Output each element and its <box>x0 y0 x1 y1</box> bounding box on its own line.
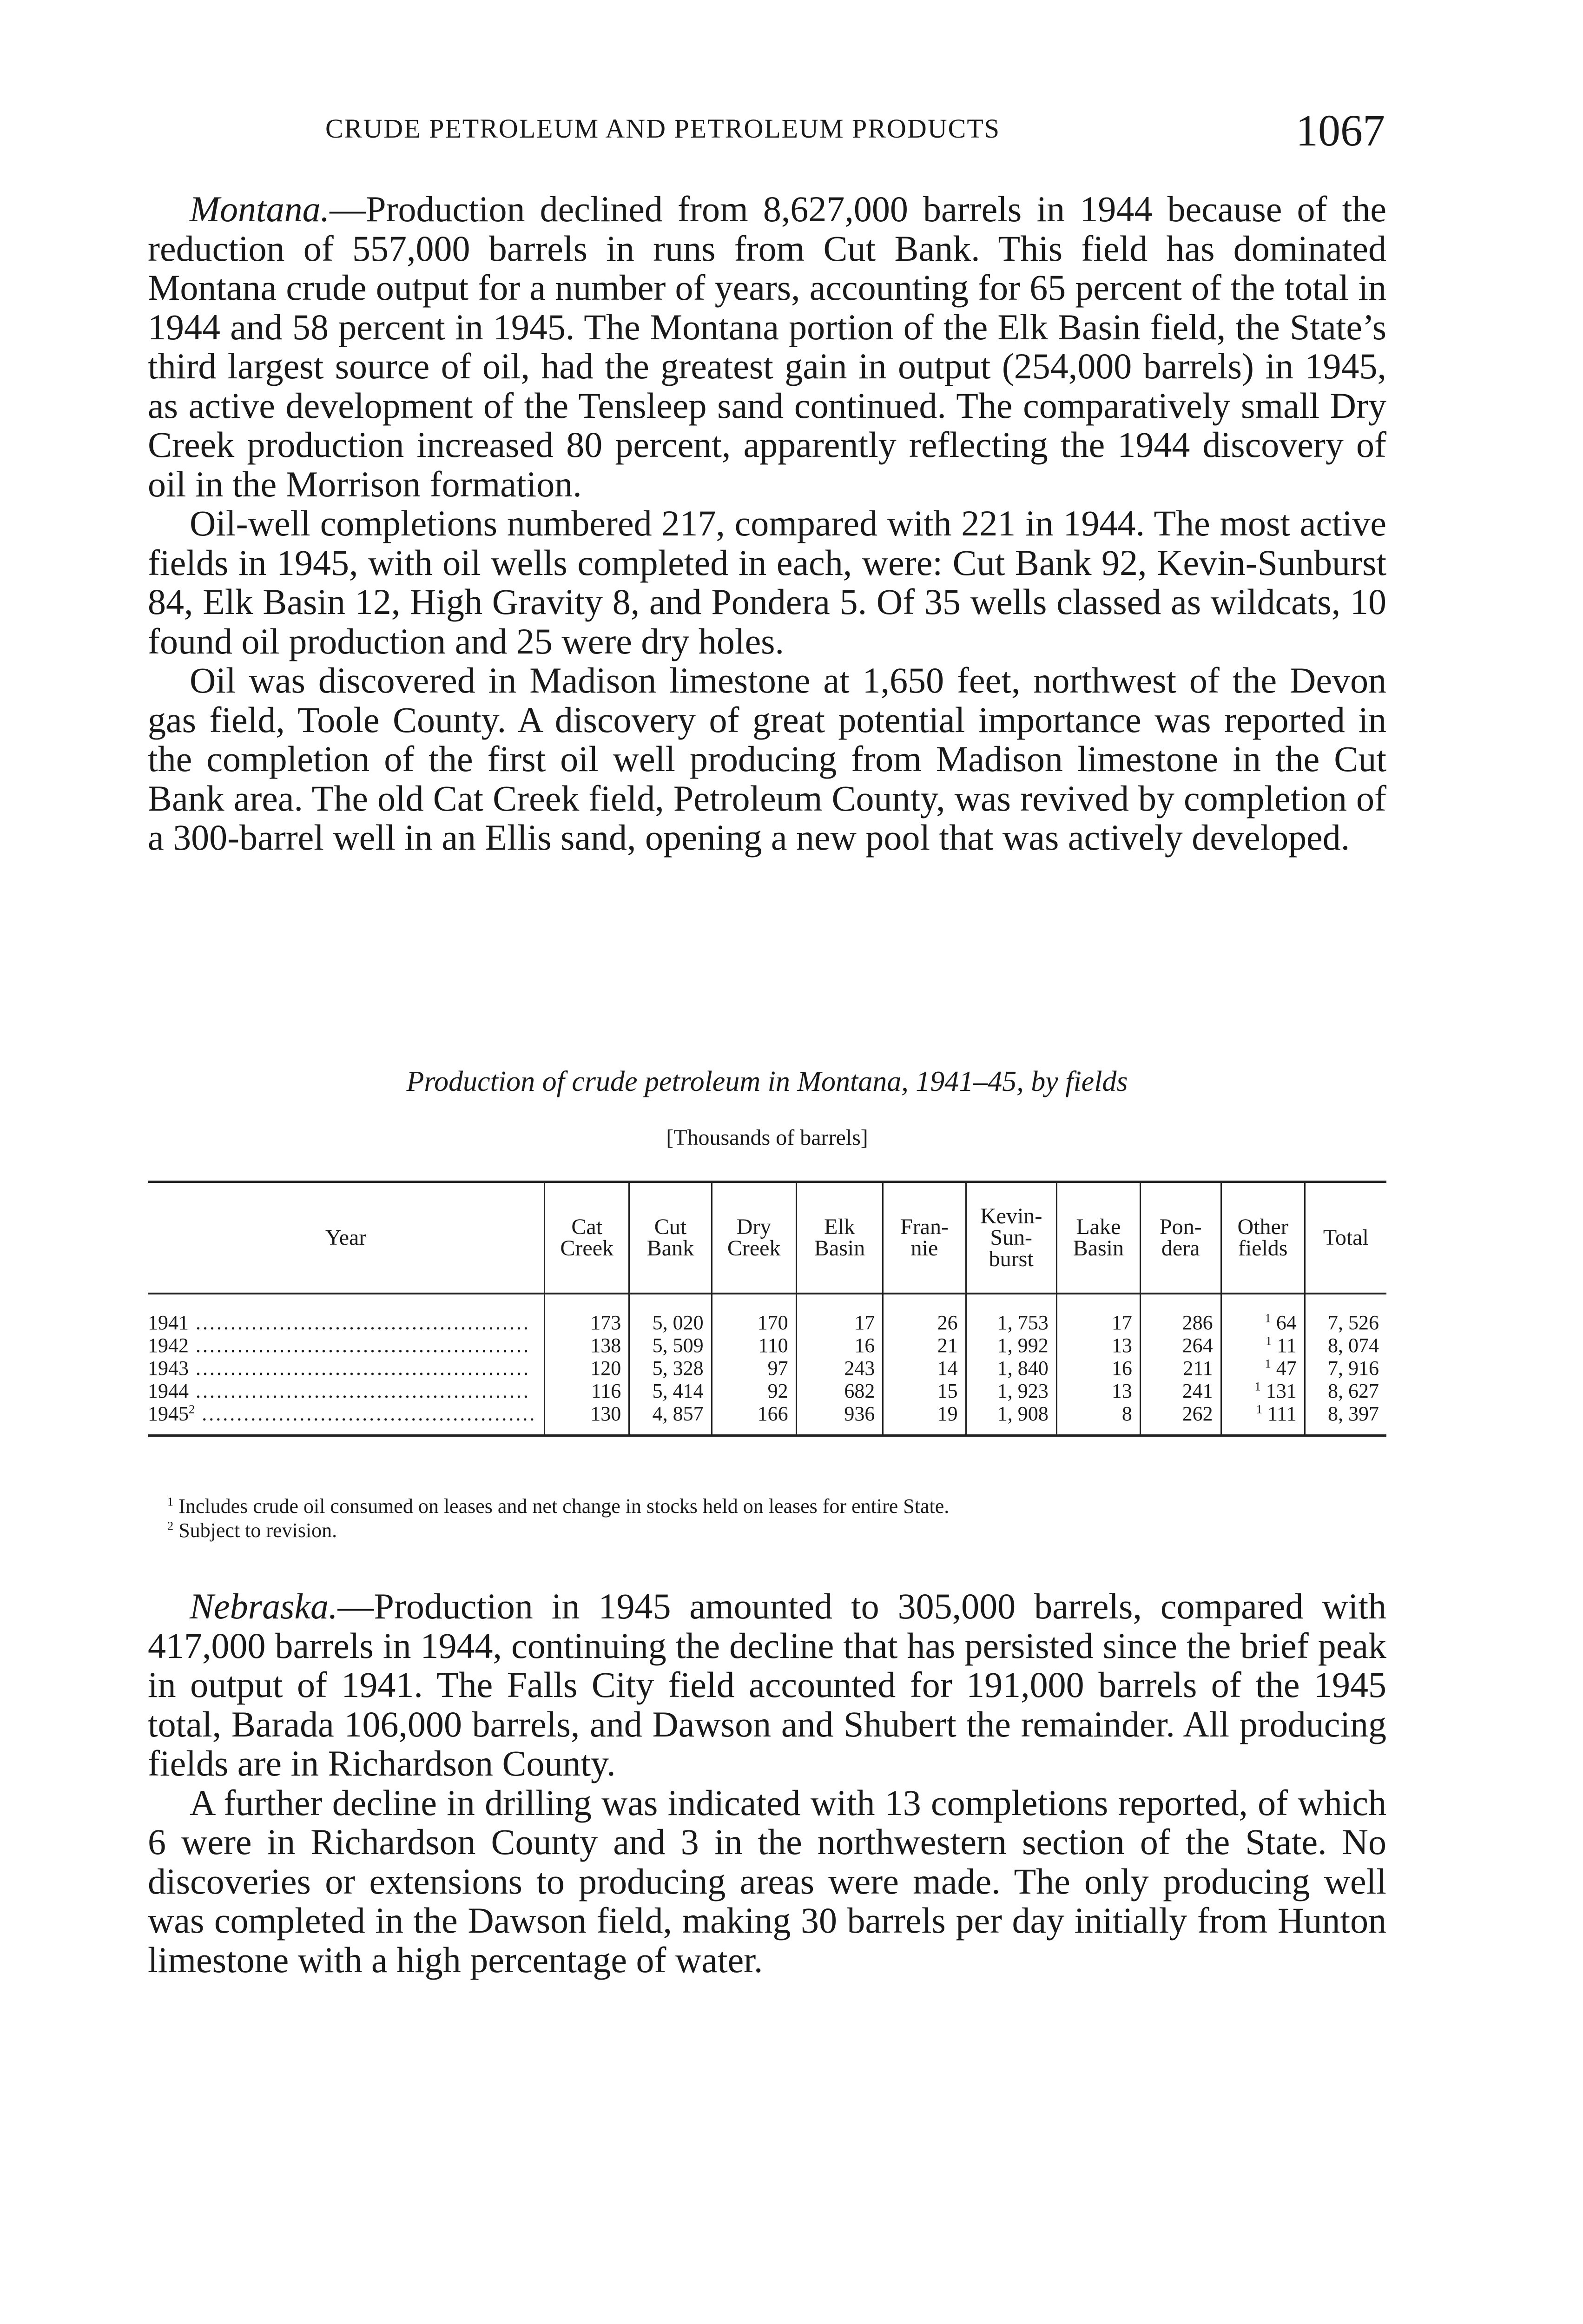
value-cell: 682 <box>796 1380 883 1402</box>
value-cell: 16 <box>1056 1357 1140 1380</box>
value-cell: 1, 840 <box>966 1357 1056 1380</box>
value-cell: 130 <box>545 1402 629 1436</box>
table-header-row <box>148 1182 1386 1294</box>
value-cell: 241 <box>1140 1380 1221 1402</box>
value-cell: 1, 923 <box>966 1380 1056 1402</box>
year-cell: 1943 ..... <box>148 1357 545 1380</box>
value-cell: 4, 857 <box>629 1402 712 1436</box>
table-row <box>148 1380 1386 1402</box>
value-cell: 21 <box>883 1334 966 1357</box>
value-cell: 120 <box>545 1357 629 1380</box>
value-cell: 17 <box>796 1294 883 1334</box>
value-cell: 16 <box>796 1334 883 1357</box>
year-cell: 1945$^2$ ..... <box>148 1402 545 1436</box>
value-cell: 1, 992 <box>966 1334 1056 1357</box>
value-cell: 15 <box>883 1380 966 1402</box>
table-footnotes <box>167 1494 1376 1543</box>
col-header: Year <box>148 1182 545 1294</box>
page-header <box>149 105 1385 156</box>
nebraska-p1-text: —Production in 1945 amounted to 305,000 barrels, compared with 417,000 barrels in 1944, continuing the decline that has persisted since the brief peak in output of 1941. The Falls City field accounted for 191,000 barrels of the 1945 total, Barada 106,000 barrels, and Dawson and Shubert the remainder. All producing fields are in Richardson County. <box>148 1586 1386 1783</box>
year-cell: 1941 ..... <box>148 1294 545 1334</box>
table-title: Production of crude petroleum in Montana, 1941–45, by fields <box>406 1066 1128 1097</box>
value-cell: 173 <box>545 1294 629 1334</box>
col-header: Total <box>1305 1182 1386 1294</box>
value-cell: $^1$ 47 <box>1221 1357 1305 1380</box>
montana-section <box>148 190 1386 858</box>
year-cell: 1944 ..... <box>148 1380 545 1402</box>
nebraska-section <box>148 1587 1386 1980</box>
montana-paragraph-1 <box>148 190 1386 504</box>
value-cell: 286 <box>1140 1294 1221 1334</box>
col-header: Kevin- Sun- burst <box>966 1182 1056 1294</box>
montana-p1-text: —Production declined from 8,627,000 barrels in 1944 because of the reduction of 557,000 barrels in runs from Cut Bank. This field has dominated Montana crude output for a number of years, accounting for 65 percent of the total in 1944 and 58 percent in 1945. The Montana portion of the Elk Basin field, the State’s third largest source of oil, had the greatest gain in output (254,000 barrels) in 1945, as active development of the Tensleep sand continued. The comparatively small Dry Creek production increased 80 percent, apparently reflecting the 1944 discovery of oil in the Morrison formation. <box>148 189 1386 504</box>
value-cell: 8, 627 <box>1305 1380 1386 1402</box>
montana-lead: Montana. <box>190 189 330 229</box>
nebraska-paragraph-1 <box>148 1587 1386 1783</box>
value-cell: 5, 414 <box>629 1380 712 1402</box>
value-cell: 19 <box>883 1402 966 1436</box>
col-header: Other fields <box>1221 1182 1305 1294</box>
nebraska-paragraph-2: A further decline in drilling was indicated with 13 completions reported, of which 6 were in Richardson County and 3 in the northwestern section of the State. No discoveries or extensions to producing areas were made. The only producing well was completed in the Dawson field, making 30 barrels per day initially from Hunton limestone with a high percentage of water. <box>148 1782 1386 1980</box>
value-cell: $^1$ 131 <box>1221 1380 1305 1402</box>
col-header: Cat Creek <box>545 1182 629 1294</box>
value-cell: 1, 753 <box>966 1294 1056 1334</box>
montana-paragraph-2: Oil-well completions numbered 217, compared with 221 in 1944. The most active fields in 1945, with oil wells completed in each, were: Cut Bank 92, Kevin-Sunburst 84, Elk Basin 12, High Gravity 8, and Pondera 5. Of 35 wells classed as wildcats, 10 found oil production and 25 were dry holes. <box>148 503 1386 661</box>
value-cell: 5, 509 <box>629 1334 712 1357</box>
value-cell: 264 <box>1140 1334 1221 1357</box>
value-cell: 8, 074 <box>1305 1334 1386 1357</box>
table-row <box>148 1402 1386 1436</box>
value-cell: 116 <box>545 1380 629 1402</box>
value-cell: $^1$ 111 <box>1221 1402 1305 1436</box>
value-cell: 1, 908 <box>966 1402 1056 1436</box>
running-title: CRUDE PETROLEUM AND PETROLEUM PRODUCTS <box>325 113 1000 144</box>
value-cell: 14 <box>883 1357 966 1380</box>
value-cell: 211 <box>1140 1357 1221 1380</box>
value-cell: 7, 916 <box>1305 1357 1386 1380</box>
table-subtitle: [Thousands of barrels] <box>666 1125 868 1150</box>
value-cell: 97 <box>712 1357 796 1380</box>
col-header: Elk Basin <box>796 1182 883 1294</box>
value-cell: 13 <box>1056 1380 1140 1402</box>
table-row <box>148 1294 1386 1334</box>
page-number: 1067 <box>1296 106 1385 155</box>
value-cell: 936 <box>796 1402 883 1436</box>
value-cell: 13 <box>1056 1334 1140 1357</box>
value-cell: 166 <box>712 1402 796 1436</box>
value-cell: 243 <box>796 1357 883 1380</box>
col-header: Cut Bank <box>629 1182 712 1294</box>
col-header: Fran- nie <box>883 1182 966 1294</box>
col-header: Dry Creek <box>712 1182 796 1294</box>
value-cell: 8 <box>1056 1402 1140 1436</box>
production-table <box>148 1181 1386 1437</box>
value-cell: 138 <box>545 1334 629 1357</box>
col-header: Lake Basin <box>1056 1182 1140 1294</box>
value-cell: 5, 328 <box>629 1357 712 1380</box>
col-header: Pon- dera <box>1140 1182 1221 1294</box>
value-cell: 92 <box>712 1380 796 1402</box>
value-cell: 5, 020 <box>629 1294 712 1334</box>
table-row <box>148 1334 1386 1357</box>
value-cell: 110 <box>712 1334 796 1357</box>
value-cell: 26 <box>883 1294 966 1334</box>
value-cell: $^1$ 64 <box>1221 1294 1305 1334</box>
nebraska-lead: Nebraska. <box>190 1586 338 1626</box>
year-cell: 1942 ..... <box>148 1334 545 1357</box>
value-cell: 17 <box>1056 1294 1140 1334</box>
value-cell: 7, 526 <box>1305 1294 1386 1334</box>
value-cell: $^1$ 11 <box>1221 1334 1305 1357</box>
value-cell: 170 <box>712 1294 796 1334</box>
montana-paragraph-3: Oil was discovered in Madison limestone at 1,650 feet, northwest of the Devon gas field, Toole County. A discovery of great potential importance was reported in the completion of the first oil well producing from Madison limestone in the Cut Bank area. The old Cat Creek field, Petroleum County, was revived by completion of a 300-barrel well in an Ellis sand, opening a new pool that was actively developed. <box>148 660 1386 858</box>
table-row <box>148 1357 1386 1380</box>
footnote-2: $^2$ Subject to revision. <box>167 1519 337 1542</box>
footnote-1: $^1$ Includes crude oil consumed on leases and net change in stocks held on leases for entire State. <box>167 1494 950 1518</box>
value-cell: 8, 397 <box>1305 1402 1386 1436</box>
value-cell: 262 <box>1140 1402 1221 1436</box>
